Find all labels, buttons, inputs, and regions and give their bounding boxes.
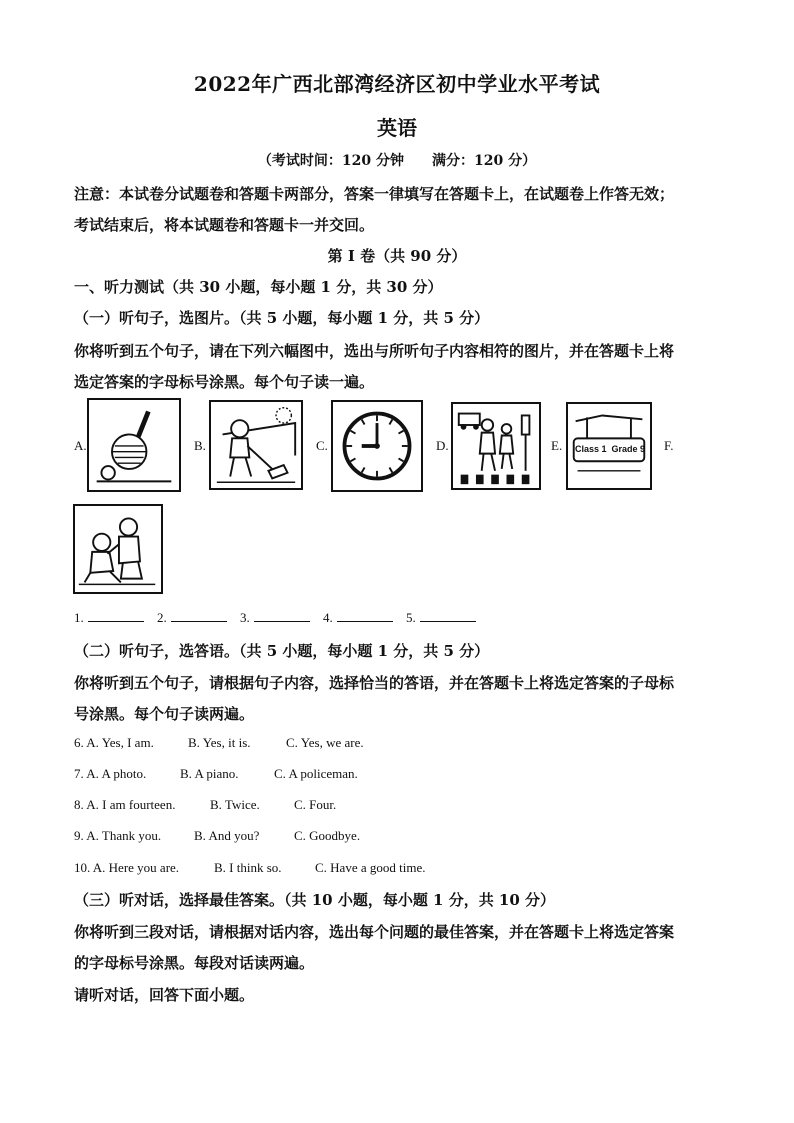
- option-a[interactable]: 9. A. Thank you.: [74, 828, 162, 843]
- exam-score: 满分：120 分）: [432, 153, 537, 169]
- blank-item[interactable]: 5.: [406, 609, 476, 626]
- class-sign-text: Class 1 Grade 9: [574, 444, 646, 454]
- option-b[interactable]: B. Twice.: [210, 797, 260, 812]
- blank-item[interactable]: 1.: [74, 609, 144, 626]
- answer-blanks: [74, 609, 486, 626]
- part1-instruction-2: 选定答案的字母标号涂黑。每个句子读一遍。: [74, 373, 375, 391]
- exam-subject: 英语: [377, 116, 417, 140]
- part3-instruction-1: 你将听到三段对话，请根据对话内容，选出每个问题的最佳答案，并在答题卡上将选定答案: [74, 923, 675, 941]
- notice-line-1: 注意：本试卷分试题卷和答题卡两部分，答案一律填写在答题卡上，在试题卷上作答无效；: [74, 185, 675, 203]
- option-a[interactable]: 8. A. I am fourteen.: [74, 797, 176, 812]
- part2-title: （二）听句子，选答语。（共 5 小题，每小题 1 分，共 5 分）: [74, 642, 490, 660]
- option-c[interactable]: C. Goodbye.: [294, 828, 361, 843]
- option-c[interactable]: C. Four.: [294, 797, 337, 812]
- picture-a-label: A.: [74, 438, 87, 453]
- option-b[interactable]: B. I think so.: [214, 860, 282, 875]
- question-8: [74, 797, 336, 813]
- blank-line: [171, 609, 227, 622]
- option-a[interactable]: 10. A. Here you are.: [74, 860, 180, 875]
- helping-friend-icon: [73, 504, 163, 594]
- blank-line: [88, 609, 144, 622]
- part-title-listening: 一、听力测试（共 30 小题，每小题 1 分，共 30 分）: [74, 278, 443, 296]
- volume-title: 第 I 卷（共 90 分）: [327, 247, 467, 265]
- blank-line: [337, 609, 393, 622]
- part1-title: （一）听句子，选图片。（共 5 小题，每小题 1 分，共 5 分）: [74, 309, 490, 327]
- boy-sweeping-icon: [209, 400, 303, 490]
- question-10: [74, 860, 425, 876]
- part3-instruction-3: 请听对话，回答下面小题。: [74, 986, 255, 1004]
- option-c[interactable]: C. Have a good time.: [315, 860, 426, 875]
- picture-b-label: B.: [194, 438, 206, 453]
- exam-title: 2022年广西北部湾经济区初中学业水平考试: [193, 72, 601, 96]
- ping-pong-paddle-icon: [87, 398, 181, 492]
- question-7: [74, 766, 358, 782]
- notice-line-2: 考试结束后，将本试题卷和答题卡一并交回。: [74, 216, 375, 234]
- blank-item[interactable]: 4.: [323, 609, 393, 626]
- question-6: [74, 735, 364, 751]
- picture-e-label: E.: [551, 438, 563, 453]
- part1-instruction-1: 你将听到五个句子，请在下列六幅图中，选出与所听句子内容相符的图片，并在答题卡上将: [74, 342, 675, 360]
- exam-info: [0, 150, 794, 170]
- blank-item[interactable]: 3.: [240, 609, 310, 626]
- option-c[interactable]: C. Yes, we are.: [286, 735, 364, 750]
- option-a[interactable]: 6. A. Yes, I am.: [74, 735, 154, 750]
- exam-time: （考试时间：120 分钟: [257, 153, 404, 169]
- option-b[interactable]: B. Yes, it is.: [188, 735, 251, 750]
- option-c[interactable]: C. A policeman.: [274, 766, 358, 781]
- part3-instruction-2: 的字母标号涂黑。每段对话读两遍。: [74, 954, 315, 972]
- option-b[interactable]: B. And you?: [194, 828, 260, 843]
- part2-instruction-1: 你将听到五个句子，请根据句子内容，选择恰当的答语，并在答题卡上将选定答案的子母标: [74, 674, 675, 692]
- blank-line: [254, 609, 310, 622]
- question-9: [74, 828, 360, 844]
- blank-item[interactable]: 2.: [157, 609, 227, 626]
- crosswalk-icon: [451, 402, 541, 490]
- part2-instruction-2: 号涂黑。每个句子读两遍。: [74, 705, 255, 723]
- picture-d-label: D.: [436, 438, 449, 453]
- picture-c-label: C.: [316, 438, 328, 453]
- picture-f-label: F.: [664, 438, 674, 453]
- part3-title: （三）听对话，选择最佳答案。（共 10 小题，每小题 1 分，共 10 分）: [74, 891, 556, 909]
- clock-icon: [331, 400, 423, 492]
- option-b[interactable]: B. A piano.: [180, 766, 239, 781]
- option-a[interactable]: 7. A. A photo.: [74, 766, 147, 781]
- blank-line: [420, 609, 476, 622]
